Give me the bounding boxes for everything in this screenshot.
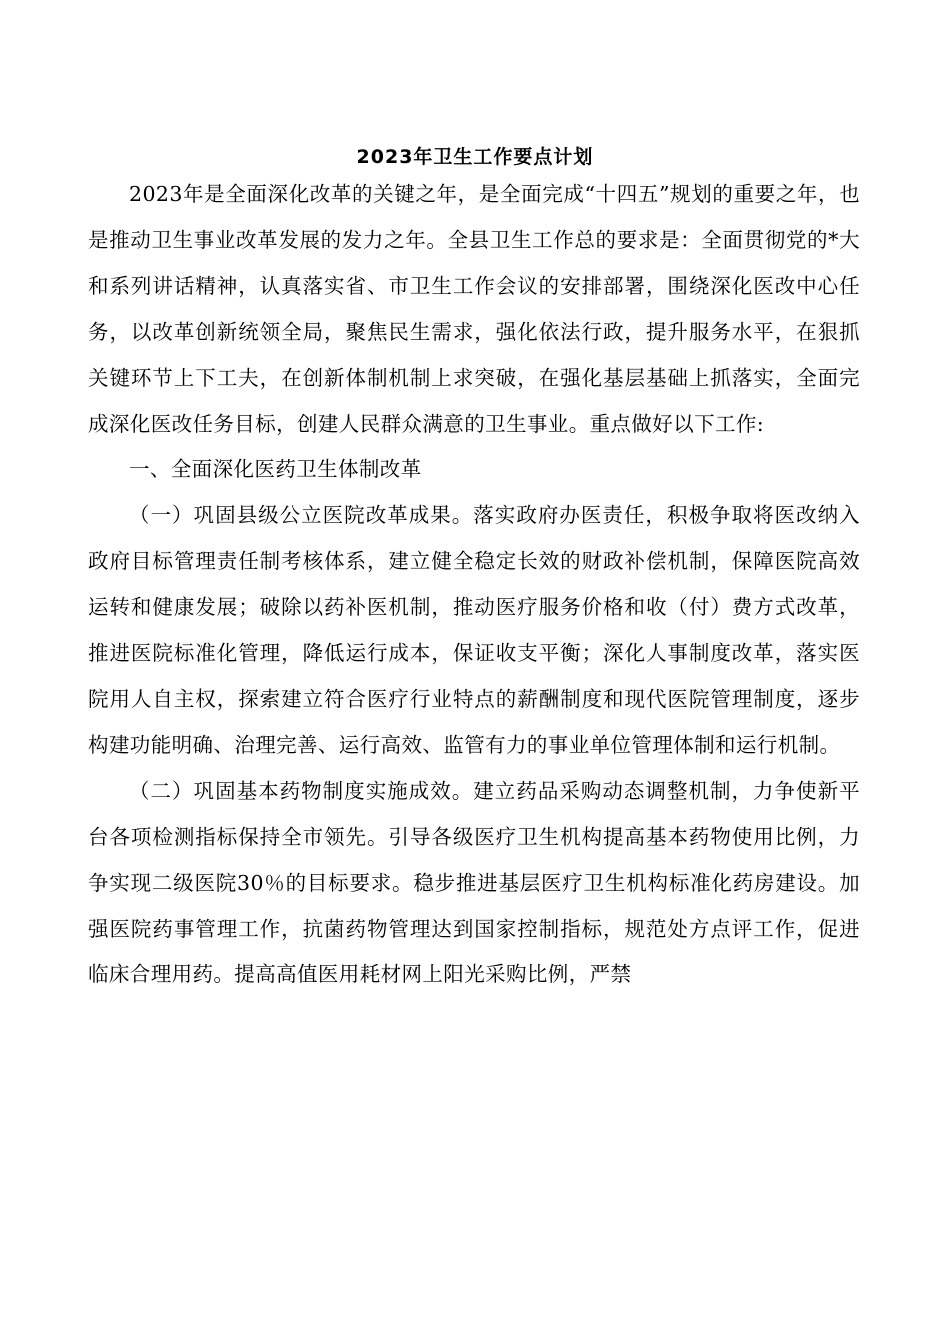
- document-title: 2023年卫生工作要点计划: [356, 146, 594, 168]
- paragraph-intro: 2023年是全面深化改革的关键之年，是全面完成“十四五”规划的重要之年，也是推动卫生事业改革发展的发力之年。全县卫生工作总的要求是：全面贯彻党的*大和系列讲话精神，认真落实省、市卫生工作会议的安排部署，围绕深化医改中心任务，以改革创新统领全局，聚焦民生需求，强化依法行政，提升服务水平，在狠抓关键环节上下工夫，在创新体制机制上求突破，在强化基层基础上抓落实，全面完成深化医改任务目标，创建人民群众满意的卫生事业。重点做好以下工作:: [88, 182, 860, 436]
- paragraph-item-2: （二）巩固基本药物制度实施成效。建立药品采购动态调整机制，力争使新平台各项检测指标保持全市领先。引导各级医疗卫生机构提高基本药物使用比例，力争实现二级医院30％的目标要求。稳步推进基层医疗卫生机构标准化药房建设。加强医院药事管理工作，抗菌药物管理达到国家控制指标，规范处方点评工作，促进临床合理用药。提高高值医用耗材网上阳光采购比例，严禁: [88, 778, 860, 987]
- paragraph-item-1: （一）巩固县级公立医院改革成果。落实政府办医责任，积极争取将医改纳入政府目标管理责任制考核体系，建立健全稳定长效的财政补偿机制，保障医院高效运转和健康发展；破除以药补医机制，推动医疗服务价格和收（付）费方式改革，推进医院标准化管理，降低运行成本，保证收支平衡；深化人事制度改革，落实医院用人自主权，探索建立符合医疗行业特点的薪酬制度和现代医院管理制度，逐步构建功能明确、治理完善、运行高效、监管有力的事业单位管理体制和运行机制。: [88, 503, 860, 757]
- section-heading-1: 一、全面深化医药卫生体制改革: [129, 457, 422, 482]
- document-body: [88, 172, 860, 998]
